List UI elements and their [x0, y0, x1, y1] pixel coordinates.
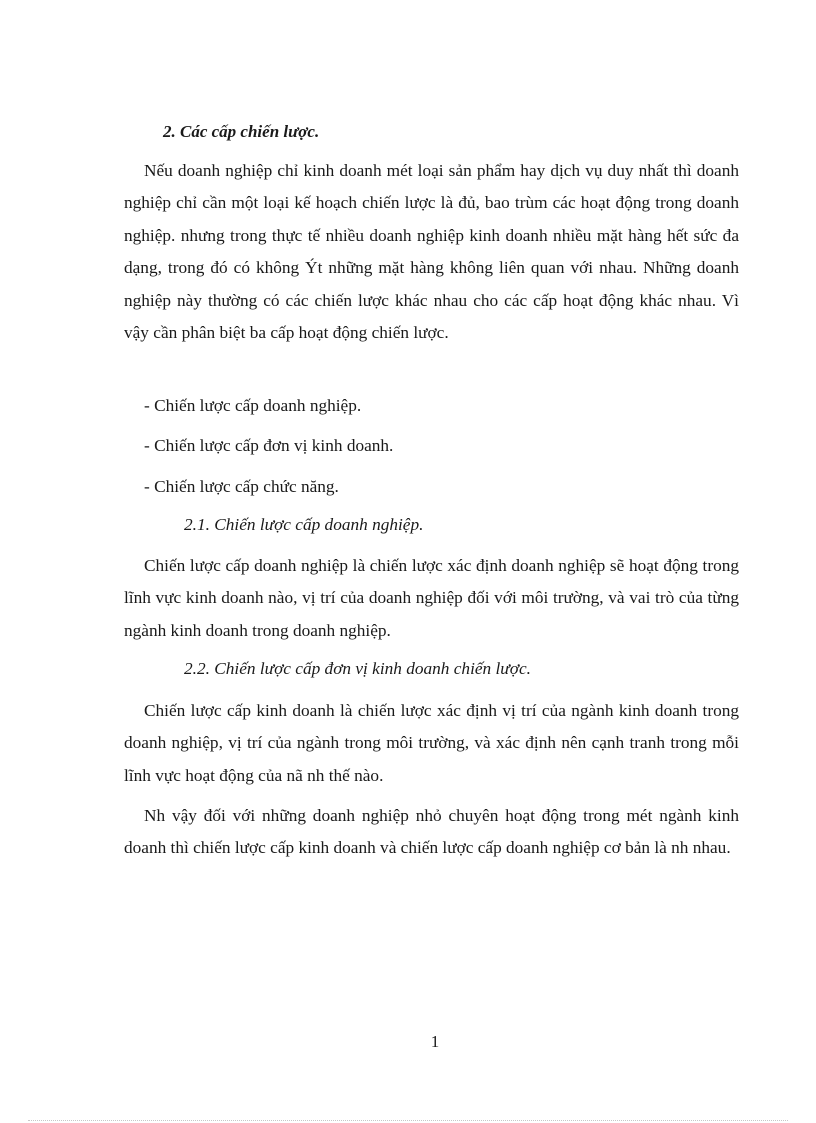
subsection-2-paragraph: Chiến lược cấp kinh doanh là chiến lược xác định vị trí của ngành kinh doanh trong doanh nghiệp, vị trí của ngành trong môi trường, và xác định nên cạnh tranh trong mỗi lĩnh vực hoạt động của nã nh thế nào.: [124, 701, 739, 785]
subsection-1-paragraph: Chiến lược cấp doanh nghiệp là chiến lược xác định doanh nghiệp sẽ hoạt động trong lĩnh vực kinh doanh nào, vị trí của doanh nghiệp đối với môi trường, và vai trò của từng ngành kinh doanh trong doanh nghiệp.: [124, 556, 739, 640]
bullet-item-functional: - Chiến lược cấp chức năng.: [144, 477, 339, 496]
intro-paragraph: Nếu doanh nghiệp chỉ kinh doanh mét loại sản phẩm hay dịch vụ duy nhất thì doanh nghiệp chỉ cần một loại kế hoạch chiến lược là đủ, bao trùm các hoạt động trong doanh nghiệp. nhưng trong thực tế nhiều doanh nghiệp kinh doanh nhiều mặt hàng hết sức đa dạng, trong đó có không Ýt những mặt hàng không liên quan với nhau. Những doanh nghiệp này thường có các chiến lược khác nhau cho các cấp hoạt động khác nhau. Vì vậy cần phân biệt ba cấp hoạt động chiến lược.: [124, 161, 739, 343]
page-number: 1: [430, 1032, 440, 1051]
closing-paragraph: Nh vậy đối với những doanh nghiệp nhỏ chuyên hoạt động trong mét ngành kinh doanh thì chiến lược cấp kinh doanh và chiến lược cấp doanh nghiệp cơ bản là nh nhau.: [124, 806, 739, 858]
section-heading: 2. Các cấp chiến lược.: [163, 122, 320, 141]
subsection-2-heading: 2.2. Chiến lược cấp đơn vị kinh doanh chiến lược.: [184, 659, 531, 678]
bullet-item-business-unit: - Chiến lược cấp đơn vị kinh doanh.: [144, 436, 394, 455]
subsection-1-heading: 2.1. Chiến lược cấp doanh nghiệp.: [184, 515, 424, 534]
page-bottom-divider: [28, 1120, 788, 1121]
bullet-item-corporate: - Chiến lược cấp doanh nghiệp.: [144, 396, 362, 415]
